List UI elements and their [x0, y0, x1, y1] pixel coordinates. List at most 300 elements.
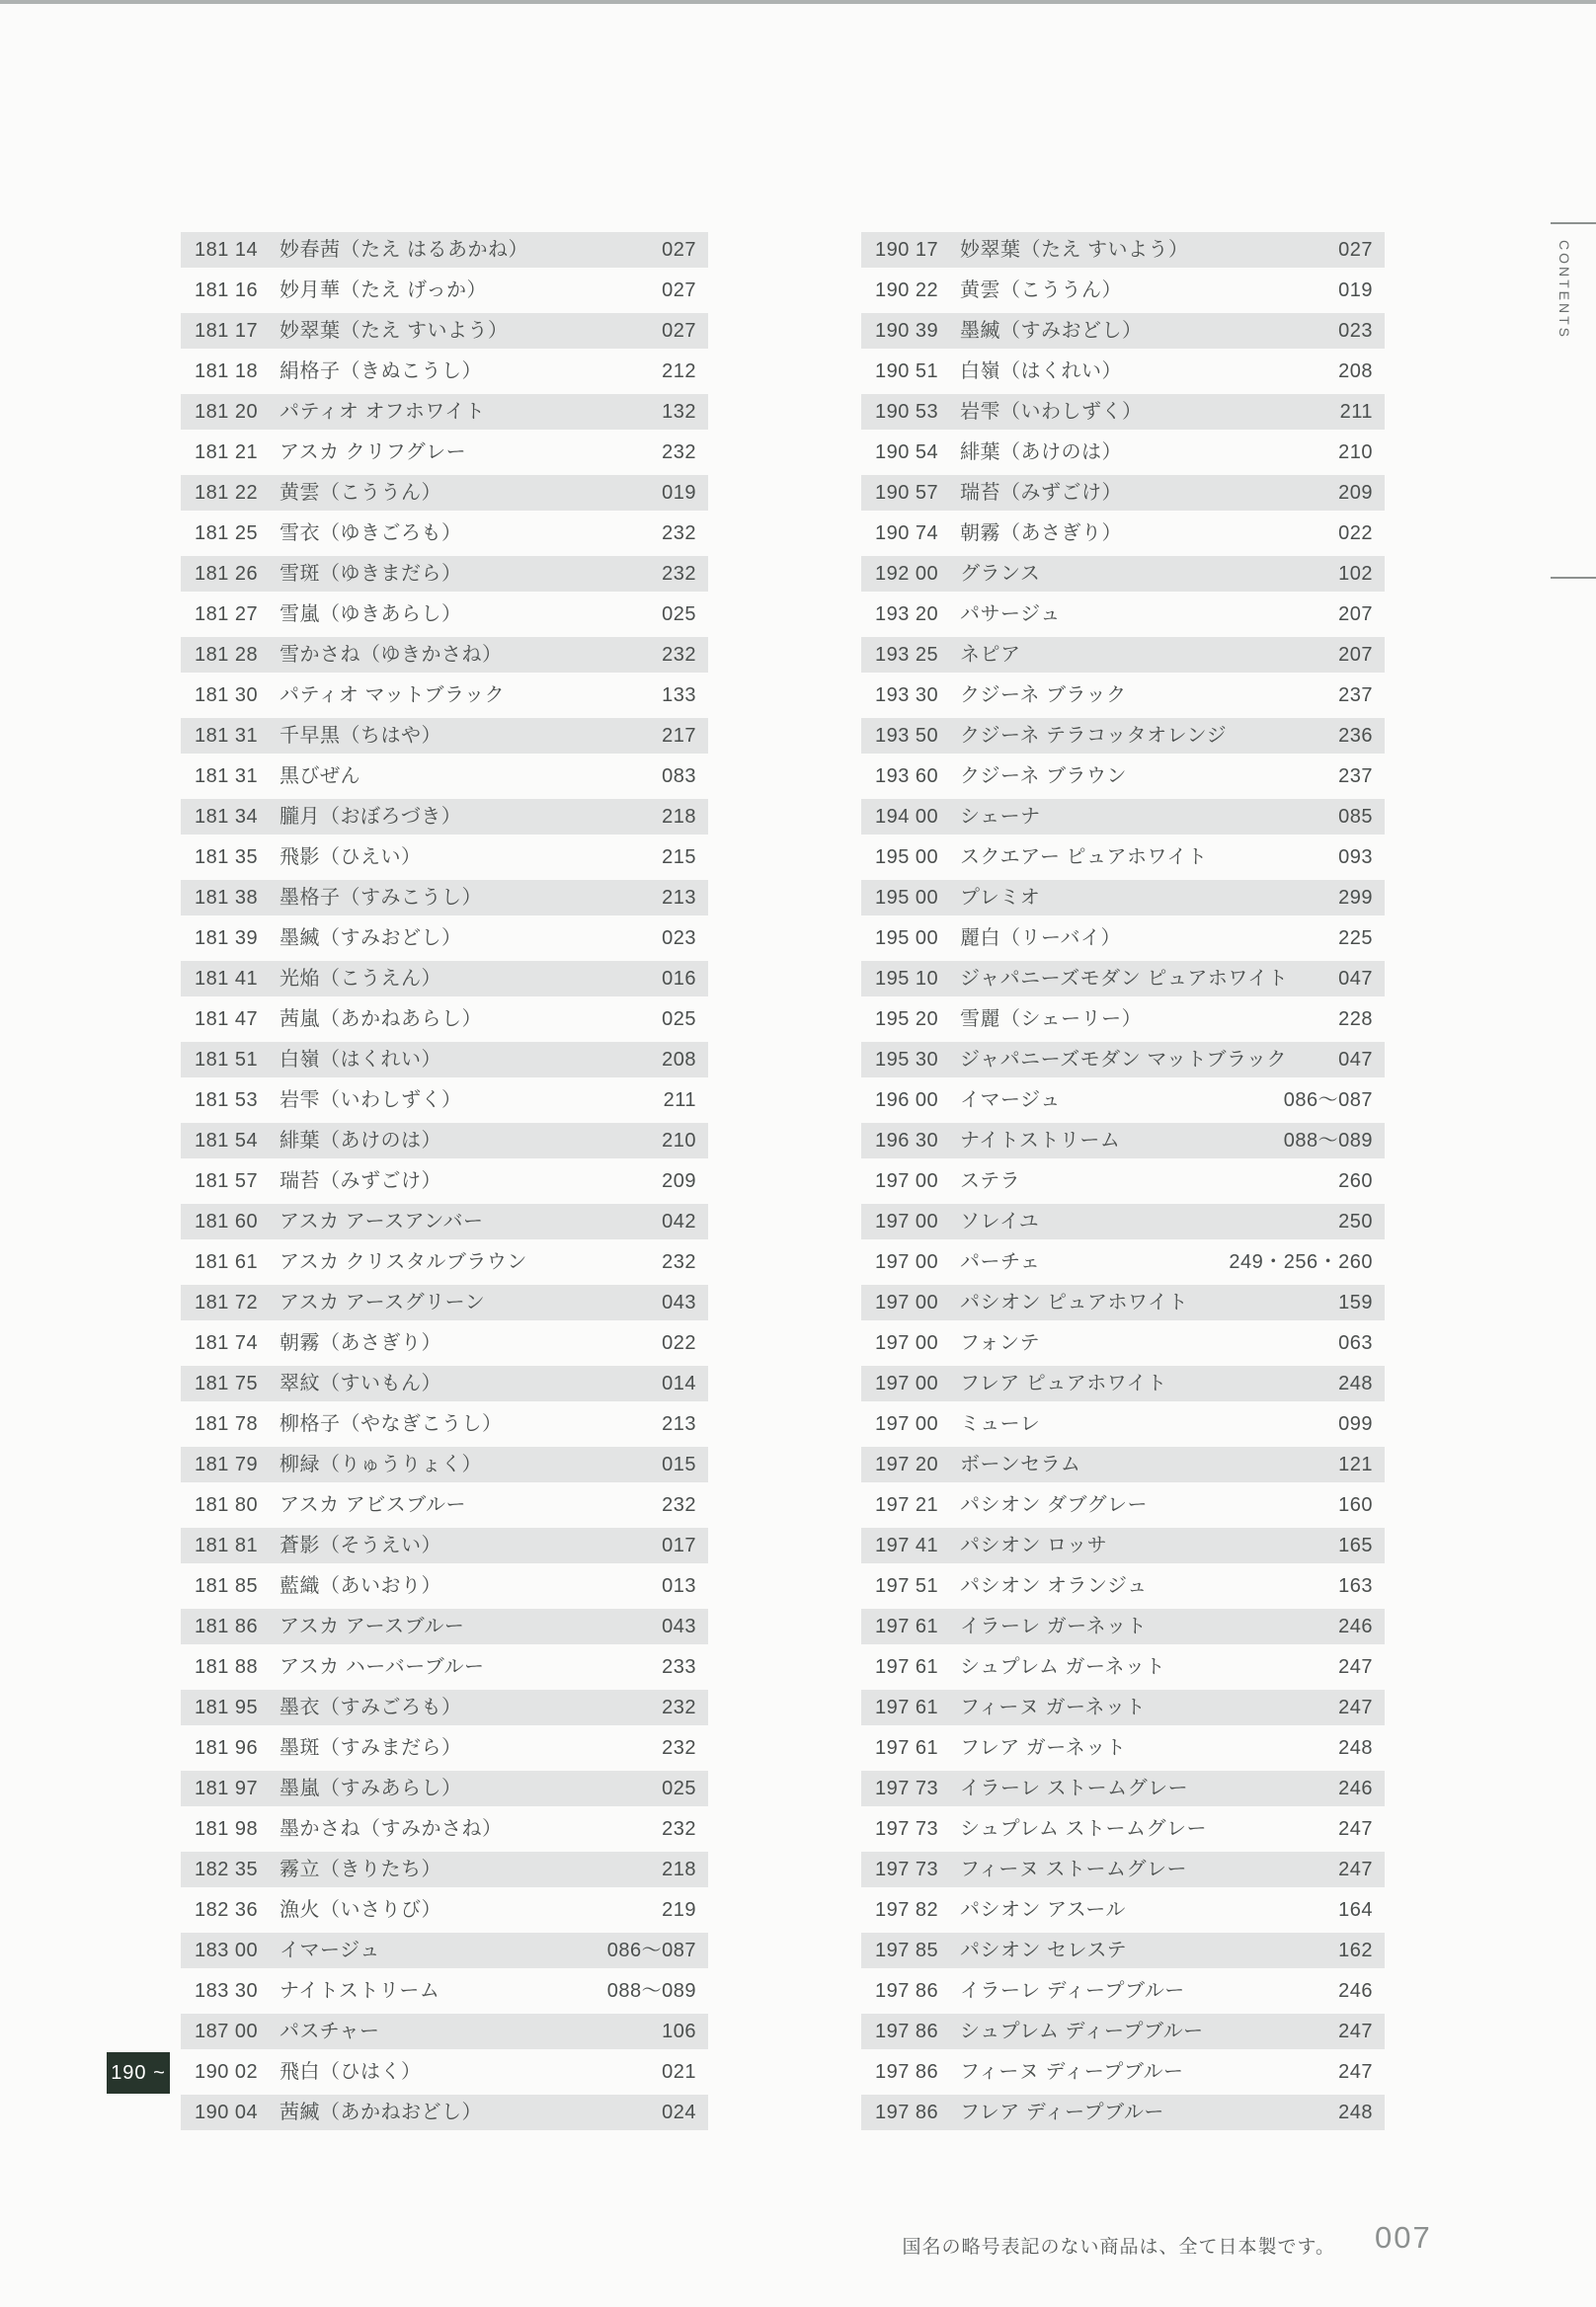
index-row — [861, 880, 1385, 915]
page-number: 007 — [1375, 2220, 1432, 2255]
row-page-number: 083 — [662, 765, 696, 787]
row-product-code: 181 85 — [195, 1575, 259, 1597]
row-product-name: 雪斑（ゆきまだら） — [279, 563, 462, 585]
row-product-code: 190 54 — [875, 441, 939, 463]
row-page-number: 211 — [1339, 401, 1373, 423]
row-page-number: 232 — [662, 563, 696, 585]
row-product-code: 181 35 — [195, 846, 259, 868]
page-top-rule — [0, 0, 1596, 4]
row-page-number: 212 — [662, 360, 696, 382]
row-product-name: フレア ガーネット — [960, 1737, 1127, 1759]
index-row — [181, 1771, 708, 1806]
index-row — [181, 2054, 708, 2090]
index-row — [861, 1244, 1385, 1280]
row-product-code: 197 00 — [875, 1251, 939, 1273]
row-product-code: 195 30 — [875, 1049, 939, 1071]
row-page-number: 160 — [1338, 1494, 1373, 1516]
row-product-name: ソレイユ — [960, 1211, 1040, 1233]
index-row — [861, 1973, 1385, 2009]
index-table-left — [181, 232, 708, 2135]
row-page-number: 219 — [662, 1899, 696, 1921]
row-product-code: 190 57 — [875, 482, 939, 504]
row-product-name: クジーネ テラコッタオレンジ — [960, 725, 1228, 747]
row-product-name: 朧月（おぼろづき） — [279, 806, 462, 828]
row-product-name: アスカ クリスタルブラウン — [279, 1251, 527, 1273]
row-product-code: 197 86 — [875, 2021, 939, 2042]
row-page-number: 260 — [1338, 1170, 1373, 1192]
index-row — [181, 354, 708, 389]
row-product-name: ジャパニーズモダン マットブラック — [960, 1049, 1288, 1071]
index-row — [181, 1163, 708, 1199]
row-product-name: 黄雲（こううん） — [960, 279, 1122, 301]
row-product-name: 白嶺（はくれい） — [279, 1049, 441, 1071]
row-product-name: 妙翠葉（たえ すいよう） — [279, 320, 509, 342]
row-product-code: 181 81 — [195, 1535, 259, 1556]
index-row — [861, 1123, 1385, 1158]
index-row — [861, 1528, 1385, 1563]
row-page-number: 208 — [662, 1049, 696, 1071]
row-page-number: 043 — [662, 1616, 696, 1637]
row-product-name: 緋葉（あけのは） — [960, 441, 1122, 463]
row-product-code: 197 73 — [875, 1818, 939, 1840]
row-page-number: 047 — [1338, 1049, 1373, 1071]
row-product-name: 岩雫（いわしずく） — [960, 401, 1143, 423]
row-product-code: 181 31 — [195, 765, 259, 787]
index-row — [181, 839, 708, 875]
row-page-number: 025 — [662, 1008, 696, 1030]
row-product-code: 182 35 — [195, 1859, 259, 1880]
row-page-number: 232 — [662, 1697, 696, 1718]
row-product-code: 197 00 — [875, 1292, 939, 1313]
row-page-number: 225 — [1338, 927, 1373, 949]
row-product-code: 195 10 — [875, 968, 939, 990]
row-product-code: 181 22 — [195, 482, 259, 504]
row-product-code: 181 14 — [195, 239, 259, 261]
row-product-code: 197 00 — [875, 1373, 939, 1394]
row-product-code: 181 54 — [195, 1130, 259, 1152]
row-product-code: 183 30 — [195, 1980, 259, 2002]
index-row — [181, 1811, 708, 1847]
row-product-code: 181 26 — [195, 563, 259, 585]
row-page-number: 247 — [1338, 1818, 1373, 1840]
index-row — [861, 1447, 1385, 1482]
row-product-name: 瑞苔（みずごけ） — [279, 1170, 441, 1192]
row-product-code: 181 88 — [195, 1656, 259, 1678]
index-row — [861, 718, 1385, 754]
row-product-code: 197 61 — [875, 1616, 939, 1637]
row-product-name: パティオ オフホワイト — [279, 401, 486, 423]
index-row — [861, 961, 1385, 996]
row-product-name: 墨衣（すみごろも） — [279, 1697, 462, 1718]
row-product-name: フィーヌ ストームグレー — [960, 1859, 1187, 1880]
row-product-name: パティオ マットブラック — [279, 684, 506, 706]
row-product-code: 193 50 — [875, 725, 939, 747]
index-row — [181, 1690, 708, 1725]
row-page-number: 088～089 — [1283, 1130, 1373, 1152]
index-row — [861, 1487, 1385, 1523]
row-product-name: グランス — [960, 563, 1041, 585]
row-product-code: 181 57 — [195, 1170, 259, 1192]
row-page-number: 218 — [662, 1859, 696, 1880]
row-product-name: 妙春茜（たえ はるあかね） — [279, 239, 529, 261]
row-product-code: 181 39 — [195, 927, 259, 949]
row-page-number: 247 — [1338, 2021, 1373, 2042]
row-page-number: 133 — [662, 684, 696, 706]
row-page-number: 162 — [1338, 1940, 1373, 1961]
row-product-code: 181 18 — [195, 360, 259, 382]
row-product-code: 190 53 — [875, 401, 939, 423]
row-page-number: 232 — [662, 1818, 696, 1840]
row-page-number: 023 — [662, 927, 696, 949]
row-page-number: 159 — [1338, 1292, 1373, 1313]
row-page-number: 021 — [662, 2061, 696, 2083]
row-page-number: 213 — [662, 887, 696, 909]
row-page-number: 102 — [1338, 563, 1373, 585]
row-page-number: 232 — [662, 1494, 696, 1516]
row-product-name: シュプレム ディープブルー — [960, 2021, 1204, 2042]
row-page-number: 248 — [1338, 1373, 1373, 1394]
index-row — [181, 1244, 708, 1280]
row-product-name: 光焔（こうえん） — [279, 968, 441, 990]
index-row — [181, 556, 708, 592]
row-product-name: 墨斑（すみまだら） — [279, 1737, 462, 1759]
row-product-name: アスカ アースブルー — [279, 1616, 465, 1637]
row-page-number: 019 — [662, 482, 696, 504]
row-product-name: フレア ディープブルー — [960, 2102, 1164, 2123]
row-product-name: シェーナ — [960, 806, 1041, 828]
row-page-number: 047 — [1338, 968, 1373, 990]
row-page-number: 043 — [662, 1292, 696, 1313]
row-product-code: 197 21 — [875, 1494, 939, 1516]
row-page-number: 218 — [662, 806, 696, 828]
index-row — [181, 1852, 708, 1887]
row-product-name: 緋葉（あけのは） — [279, 1130, 441, 1152]
row-product-name: イラーレ ガーネット — [960, 1616, 1148, 1637]
index-row — [861, 1163, 1385, 1199]
row-product-code: 181 80 — [195, 1494, 259, 1516]
row-product-name: 麗白（リーバイ） — [960, 927, 1121, 949]
row-product-name: 墨かさね（すみかさね） — [279, 1818, 503, 1840]
row-page-number: 025 — [662, 603, 696, 625]
row-product-name: アスカ ハーバーブルー — [279, 1656, 485, 1678]
row-product-code: 192 00 — [875, 563, 939, 585]
row-page-number: 163 — [1338, 1575, 1373, 1597]
row-product-code: 197 73 — [875, 1778, 939, 1799]
row-product-code: 190 04 — [195, 2102, 259, 2123]
row-product-name: 墨嵐（すみあらし） — [279, 1778, 462, 1799]
row-product-code: 182 36 — [195, 1899, 259, 1921]
row-product-name: クジーネ ブラック — [960, 684, 1127, 706]
row-product-code: 190 17 — [875, 239, 939, 261]
index-row — [861, 637, 1385, 673]
row-product-code: 181 53 — [195, 1089, 259, 1111]
row-page-number: 025 — [662, 1778, 696, 1799]
index-row — [181, 677, 708, 713]
row-product-name: 霧立（きりたち） — [279, 1859, 441, 1880]
row-page-number: 093 — [1338, 846, 1373, 868]
index-row — [181, 1042, 708, 1077]
row-product-code: 197 85 — [875, 1940, 939, 1961]
index-row — [861, 1730, 1385, 1766]
row-product-code: 181 98 — [195, 1818, 259, 1840]
index-row — [181, 475, 708, 511]
row-product-code: 197 73 — [875, 1859, 939, 1880]
index-row — [861, 394, 1385, 430]
row-product-name: パシオン ロッサ — [960, 1535, 1108, 1556]
row-page-number: 213 — [662, 1413, 696, 1435]
row-product-code: 181 86 — [195, 1616, 259, 1637]
row-page-number: 247 — [1338, 1697, 1373, 1718]
row-page-number: 250 — [1338, 1211, 1373, 1233]
row-product-code: 181 16 — [195, 279, 259, 301]
row-page-number: 207 — [1338, 603, 1373, 625]
index-row — [861, 516, 1385, 551]
contents-rule-top — [1551, 222, 1596, 224]
row-page-number: 232 — [662, 522, 696, 544]
row-product-code: 181 79 — [195, 1454, 259, 1475]
row-product-code: 181 30 — [195, 684, 259, 706]
row-product-code: 193 25 — [875, 644, 939, 666]
row-page-number: 164 — [1338, 1899, 1373, 1921]
row-product-code: 197 86 — [875, 1980, 939, 2002]
series-190-badge: 190 ~ — [107, 2052, 170, 2094]
row-product-name: 妙月華（たえ げっか） — [279, 279, 488, 301]
index-row — [861, 273, 1385, 308]
row-page-number: 086～087 — [606, 1940, 696, 1961]
index-row — [181, 1325, 708, 1361]
row-page-number: 210 — [662, 1130, 696, 1152]
index-row — [861, 1933, 1385, 1968]
row-product-name: パサージュ — [960, 603, 1061, 625]
row-product-code: 181 95 — [195, 1697, 259, 1718]
index-row — [181, 1609, 708, 1644]
index-row — [861, 758, 1385, 794]
row-page-number: 232 — [662, 1251, 696, 1273]
row-page-number: 237 — [1338, 765, 1373, 787]
row-page-number: 019 — [1338, 279, 1373, 301]
row-product-code: 181 78 — [195, 1413, 259, 1435]
row-product-name: 墨縅（すみおどし） — [960, 320, 1143, 342]
row-page-number: 248 — [1338, 2102, 1373, 2123]
row-page-number: 132 — [662, 401, 696, 423]
index-row — [181, 313, 708, 349]
index-row — [181, 1649, 708, 1685]
row-product-code: 194 00 — [875, 806, 939, 828]
row-page-number: 024 — [662, 2102, 696, 2123]
row-page-number: 233 — [662, 1656, 696, 1678]
index-table-right — [861, 232, 1385, 2135]
row-product-code: 197 00 — [875, 1332, 939, 1354]
row-product-code: 181 41 — [195, 968, 259, 990]
row-product-code: 197 20 — [875, 1454, 939, 1475]
row-product-name: プレミオ — [960, 887, 1041, 909]
row-product-name: ネピア — [960, 644, 1021, 666]
row-product-name: アスカ アビスブルー — [279, 1494, 466, 1516]
row-page-number: 063 — [1338, 1332, 1373, 1354]
row-product-code: 187 00 — [195, 2021, 259, 2042]
row-page-number: 247 — [1338, 2061, 1373, 2083]
row-product-name: 飛白（ひはく） — [279, 2061, 422, 2083]
row-product-name: パシオン ダブグレー — [960, 1494, 1148, 1516]
row-page-number: 027 — [1338, 239, 1373, 261]
row-page-number: 027 — [662, 320, 696, 342]
row-product-name: アスカ アースグリーン — [279, 1292, 486, 1313]
index-row — [181, 1406, 708, 1442]
row-product-code: 181 72 — [195, 1292, 259, 1313]
row-product-name: パーチェ — [960, 1251, 1041, 1273]
row-product-name: 黄雲（こううん） — [279, 482, 441, 504]
index-row — [181, 1204, 708, 1239]
index-row — [861, 839, 1385, 875]
row-product-code: 195 00 — [875, 846, 939, 868]
row-page-number: 217 — [662, 725, 696, 747]
row-product-code: 181 96 — [195, 1737, 259, 1759]
row-product-code: 195 00 — [875, 887, 939, 909]
row-product-name: イマージュ — [279, 1940, 380, 1961]
row-page-number: 215 — [662, 846, 696, 868]
row-product-name: 雪かさね（ゆきかさね） — [279, 644, 503, 666]
row-product-name: ナイトストリーム — [960, 1130, 1121, 1152]
row-page-number: 106 — [662, 2021, 696, 2042]
row-product-code: 181 27 — [195, 603, 259, 625]
row-product-code: 197 00 — [875, 1170, 939, 1192]
row-product-code: 190 39 — [875, 320, 939, 342]
row-page-number: 165 — [1338, 1535, 1373, 1556]
index-row — [181, 758, 708, 794]
row-product-name: ミューレ — [960, 1413, 1041, 1435]
index-row — [861, 1892, 1385, 1928]
row-product-code: 190 02 — [195, 2061, 259, 2083]
row-page-number: 207 — [1338, 644, 1373, 666]
row-product-code: 181 25 — [195, 522, 259, 544]
row-product-code: 193 20 — [875, 603, 939, 625]
row-product-code: 197 82 — [875, 1899, 939, 1921]
row-product-name: 翠紋（すいもん） — [279, 1373, 441, 1394]
row-page-number: 023 — [1338, 320, 1373, 342]
footer-note: 国名の略号表記のない商品は、全て日本製です。 — [902, 2237, 1335, 2258]
row-product-code: 181 28 — [195, 644, 259, 666]
row-page-number: 088～089 — [606, 1980, 696, 2002]
index-row — [181, 637, 708, 673]
row-product-name: 墨格子（すみこうし） — [279, 887, 482, 909]
row-product-name: 朝霧（あさぎり） — [960, 522, 1122, 544]
row-page-number: 099 — [1338, 1413, 1373, 1435]
row-product-name: パシオン セレステ — [960, 1940, 1128, 1961]
row-product-name: 蒼影（そうえい） — [279, 1535, 441, 1556]
row-product-name: 白嶺（はくれい） — [960, 360, 1122, 382]
index-row — [181, 1001, 708, 1037]
row-page-number: 027 — [662, 239, 696, 261]
row-product-name: ボーンセラム — [960, 1454, 1081, 1475]
row-page-number: 015 — [662, 1454, 696, 1475]
row-product-name: ジャパニーズモダン ピュアホワイト — [960, 968, 1289, 990]
row-product-name: 千早黒（ちはや） — [279, 725, 441, 747]
row-page-number: 228 — [1338, 1008, 1373, 1030]
row-product-code: 195 20 — [875, 1008, 939, 1030]
row-page-number: 249・256・260 — [1229, 1251, 1373, 1273]
row-product-name: アスカ アースアンバー — [279, 1211, 484, 1233]
row-product-name: 絹格子（きぬこうし） — [279, 360, 482, 382]
row-product-name: 飛影（ひえい） — [279, 846, 422, 868]
row-product-name: 柳格子（やなぎこうし） — [279, 1413, 503, 1435]
row-product-name: イラーレ ディープブルー — [960, 1980, 1185, 2002]
row-product-code: 196 00 — [875, 1089, 939, 1111]
index-row — [861, 1325, 1385, 1361]
row-product-name: フィーヌ ガーネット — [960, 1697, 1146, 1718]
index-row — [861, 232, 1385, 268]
row-product-name: ナイトストリーム — [279, 1980, 440, 2002]
index-row — [181, 232, 708, 268]
row-product-code: 181 51 — [195, 1049, 259, 1071]
index-row — [181, 961, 708, 996]
row-product-code: 181 60 — [195, 1211, 259, 1233]
index-row — [861, 1366, 1385, 1401]
row-product-code: 190 74 — [875, 522, 939, 544]
row-product-name: フォンテ — [960, 1332, 1040, 1354]
row-page-number: 247 — [1338, 1859, 1373, 1880]
row-product-name: 妙翠葉（たえ すいよう） — [960, 239, 1189, 261]
row-page-number: 121 — [1338, 1454, 1373, 1475]
index-row — [861, 799, 1385, 835]
row-product-name: パシオン オランジュ — [960, 1575, 1148, 1597]
row-product-name: イラーレ ストームグレー — [960, 1778, 1189, 1799]
row-product-code: 181 47 — [195, 1008, 259, 1030]
row-product-code: 181 38 — [195, 887, 259, 909]
row-product-name: 漁火（いさりび） — [279, 1899, 441, 1921]
index-row — [861, 1285, 1385, 1320]
row-product-name: シュプレム ガーネット — [960, 1656, 1166, 1678]
index-row — [861, 1406, 1385, 1442]
row-product-code: 181 61 — [195, 1251, 259, 1273]
index-row — [861, 435, 1385, 470]
index-row — [181, 2014, 708, 2049]
row-product-code: 196 30 — [875, 1130, 939, 1152]
row-product-code: 181 20 — [195, 401, 259, 423]
index-row — [861, 1649, 1385, 1685]
index-row — [861, 1001, 1385, 1037]
index-row — [181, 1528, 708, 1563]
row-product-code: 181 17 — [195, 320, 259, 342]
row-product-code: 181 74 — [195, 1332, 259, 1354]
index-row — [181, 799, 708, 835]
row-product-name: 墨縅（すみおどし） — [279, 927, 462, 949]
index-row — [861, 313, 1385, 349]
row-page-number: 209 — [662, 1170, 696, 1192]
index-row — [181, 1082, 708, 1118]
row-page-number: 209 — [1338, 482, 1373, 504]
index-row — [181, 597, 708, 632]
index-row — [861, 354, 1385, 389]
index-row — [181, 1892, 708, 1928]
row-product-code: 197 86 — [875, 2102, 939, 2123]
row-product-name: 藍織（あいおり） — [279, 1575, 441, 1597]
index-row — [861, 1204, 1385, 1239]
index-row — [181, 516, 708, 551]
row-product-name: フィーヌ ディープブルー — [960, 2061, 1184, 2083]
row-page-number: 086～087 — [1283, 1089, 1373, 1111]
index-row — [181, 1730, 708, 1766]
index-row — [861, 1811, 1385, 1847]
row-product-name: イマージュ — [960, 1089, 1061, 1111]
row-product-code: 197 61 — [875, 1697, 939, 1718]
contents-sidebar-label: CONTENTS — [1556, 240, 1572, 340]
row-page-number: 246 — [1338, 1616, 1373, 1637]
row-page-number: 027 — [662, 279, 696, 301]
row-page-number: 210 — [1338, 441, 1373, 463]
index-row — [861, 2095, 1385, 2130]
row-product-code: 181 34 — [195, 806, 259, 828]
index-row — [181, 1366, 708, 1401]
